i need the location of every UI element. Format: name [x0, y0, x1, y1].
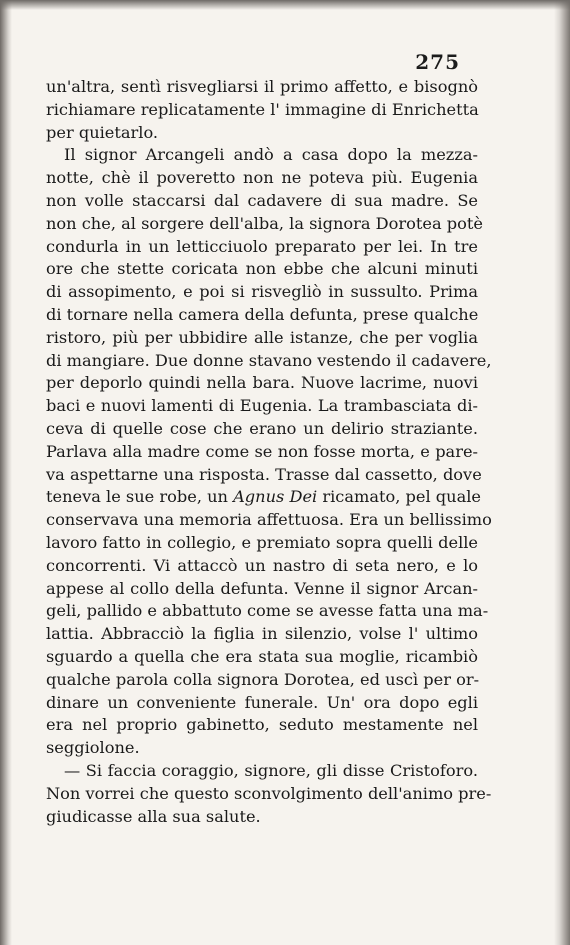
text-line: dinare un conveniente funerale. Un' ora dopo egli	[46, 692, 478, 712]
text-line: geli, pallido e abbattuto come se avesse fatta una ma-	[46, 601, 489, 621]
text-line: richiamare replicatamente l' immagine di Enrichetta	[46, 99, 479, 119]
text-line: concorrenti. Vi attaccò un nastro di seta nero, e lo	[46, 555, 478, 575]
page-edge-top	[0, 0, 570, 10]
text-line: va aspettarne una risposta. Trasse dal cassetto, dove	[46, 464, 482, 484]
text-line: lavoro fatto in collegio, e premiato sopra quelli delle	[46, 532, 478, 552]
text-line: ore che stette coricata non ebbe che alcuni minuti	[46, 259, 478, 279]
italic-text: Agnus Dei	[233, 487, 318, 507]
text-line: Non vorrei che questo sconvolgimento dell'animo pre-	[46, 783, 492, 803]
page-number: 275	[415, 50, 460, 74]
text-segment: ricamato, pel quale	[317, 487, 481, 507]
page-edge-right	[554, 0, 570, 945]
text-line: non volle staccarsi dal cadavere di sua madre. Se	[46, 190, 478, 210]
text-line: era nel proprio gabinetto, seduto mestamente nel	[46, 715, 478, 735]
text-line: qualche parola colla signora Dorotea, ed uscì per or-	[46, 669, 480, 689]
text-line: appese al collo della defunta. Venne il signor Arcan-	[46, 578, 478, 598]
text-line: per quietarlo.	[46, 122, 159, 142]
text-line: ceva di quelle cose che erano un delirio straziante.	[46, 418, 478, 438]
body-text	[46, 76, 492, 828]
text-line: condurla in un letticciuolo preparato per lei. In tre	[46, 236, 478, 256]
text-line: di mangiare. Due donne stavano vestendo il cadavere,	[46, 350, 492, 370]
page-edge-left	[0, 0, 12, 945]
text-line: lattia. Abbracciò la figlia in silenzio, volse l' ultimo	[46, 624, 478, 644]
text-line: conservava una memoria affettuosa. Era un bellissimo	[46, 510, 492, 530]
text-line: un'altra, sentì risvegliarsi il primo affetto, e bisognò	[46, 77, 478, 96]
text-segment: teneva le sue robe, un	[46, 487, 234, 507]
text-line: ristoro, più per ubbidire alle istanze, che per voglia	[46, 327, 478, 347]
text-line: giudicasse alla sua salute.	[46, 806, 261, 826]
text-line-agnus-dei	[46, 486, 481, 509]
text-line: baci e nuovi lamenti di Eugenia. La trambasciata di-	[46, 396, 478, 416]
text-line: non che, al sorgere dell'alba, la signora Dorotea potè	[46, 213, 483, 233]
text-line: notte, chè il poveretto non ne poteva più. Eugenia	[46, 168, 478, 188]
text-line: Il signor Arcangeli andò a casa dopo la mezza-	[64, 145, 478, 165]
text-line: di tornare nella camera della defunta, prese qualche	[46, 304, 479, 324]
text-line: seggiolone.	[46, 738, 140, 758]
text-line: sguardo a quella che era stata sua moglie, ricambiò	[46, 646, 478, 666]
text-line: di assopimento, e poi si risvegliò in sussulto. Prima	[46, 282, 478, 302]
text-line: per deporlo quindi nella bara. Nuove lacrime, nuovi	[46, 373, 478, 393]
text-line: Parlava alla madre come se non fosse morta, e pare-	[46, 441, 478, 461]
text-line: — Si faccia coraggio, signore, gli disse Cristoforo.	[64, 760, 478, 780]
